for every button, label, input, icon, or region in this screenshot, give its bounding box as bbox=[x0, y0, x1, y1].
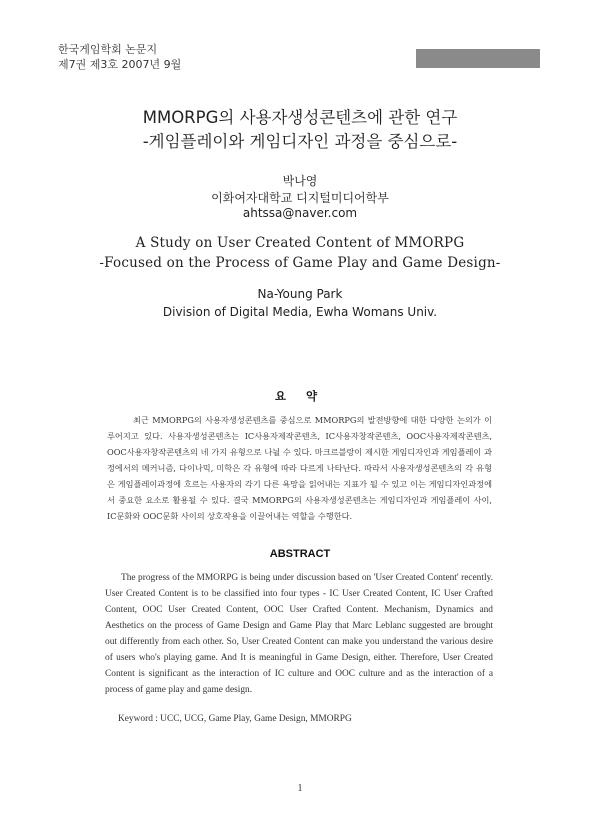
korean-abstract-heading: 요 약 bbox=[274, 389, 326, 403]
korean-abstract-body: 최근 MMORPG의 사용자생성콘텐츠를 중심으로 MMORPG의 발전방향에 대한 다양한 논의가 이루어지고 있다. 사용자생성콘텐츠는 IC사용자제작콘텐츠, IC사용자창작콘텐츠, OOC사용자제작콘텐츠, OOC사용자창작콘텐츠의 네 가지 유형으로 나뉠 수 있다. 마크르블랑이 제시한 게임디자인과 게임플레이 과정에서의 메커니즘, 다이나믹, 미학은 각 유형에 따라 다르게 나타난다. 따라서 사용자생성콘텐츠의 각 유형은 게임플레이과정에 흐르는 사용자의 각기 다른 욕망을 읽어내는 지표가 될 수 있고 이는 게임디자인과정에서 중요한 요소로 활용될 수 있다. 결국 MMORPG의 사용자생성콘텐츠는 게임디자인과 게임플레이 사이, IC문화와 OOC문화 사이의 상호작용을 이끌어내는 역할을 수행한다. bbox=[107, 415, 492, 521]
korean-title-line2: -게임플레이와 게임디자인 과정을 중심으로- bbox=[142, 132, 458, 151]
english-title-line1: A Study on User Created Content of MMORPG bbox=[135, 235, 465, 251]
korean-title-line1: MMORPG의 사용자생성콘텐츠에 관한 연구 bbox=[142, 108, 458, 127]
keywords: Keyword : UCC, UCG, Game Play, Game Design, MMORPG bbox=[118, 714, 352, 724]
author-affiliation-ko: 이화여자대학교 디지털미디어학부 bbox=[211, 191, 389, 205]
english-abstract-body: The progress of the MMORPG is being under discussion based on 'User Created Content' recently. User Created Content is to be classified into four types - IC User Created Content, IC User Crafted Content, OOC User Created Content, OOC User Crafted Content. Mechanism, Dynamics and Aesthetics on the process of Game Design and Game Play that Marc Leblanc suggested are brought out differently from each other. So, User Created Content can make you understand the various desire of users who's playing game. And It is meaningful in Game Design, either. Therefore, User Created Content is significant as the interaction of IC culture and OOC culture and as the interaction of a process of game play and game design. bbox=[105, 573, 493, 695]
author-name-en: Na-Young Park bbox=[257, 287, 343, 301]
page-number: 1 bbox=[297, 783, 303, 794]
header-decoration-bar bbox=[416, 49, 540, 68]
author-email: ahtssa@naver.com bbox=[242, 206, 358, 220]
journal-info bbox=[58, 42, 181, 72]
english-title-line2: -Focused on the Process of Game Play and Game Design- bbox=[99, 255, 501, 271]
english-abstract-heading: ABSTRACT bbox=[269, 548, 331, 560]
journal-name: 한국게임학회 논문지 bbox=[58, 43, 158, 56]
author-name-ko: 박나영 bbox=[282, 174, 318, 188]
author-affiliation-en: Division of Digital Media, Ewha Womans Univ. bbox=[162, 305, 438, 319]
journal-issue: 제7권 제3호 2007년 9월 bbox=[58, 58, 182, 71]
